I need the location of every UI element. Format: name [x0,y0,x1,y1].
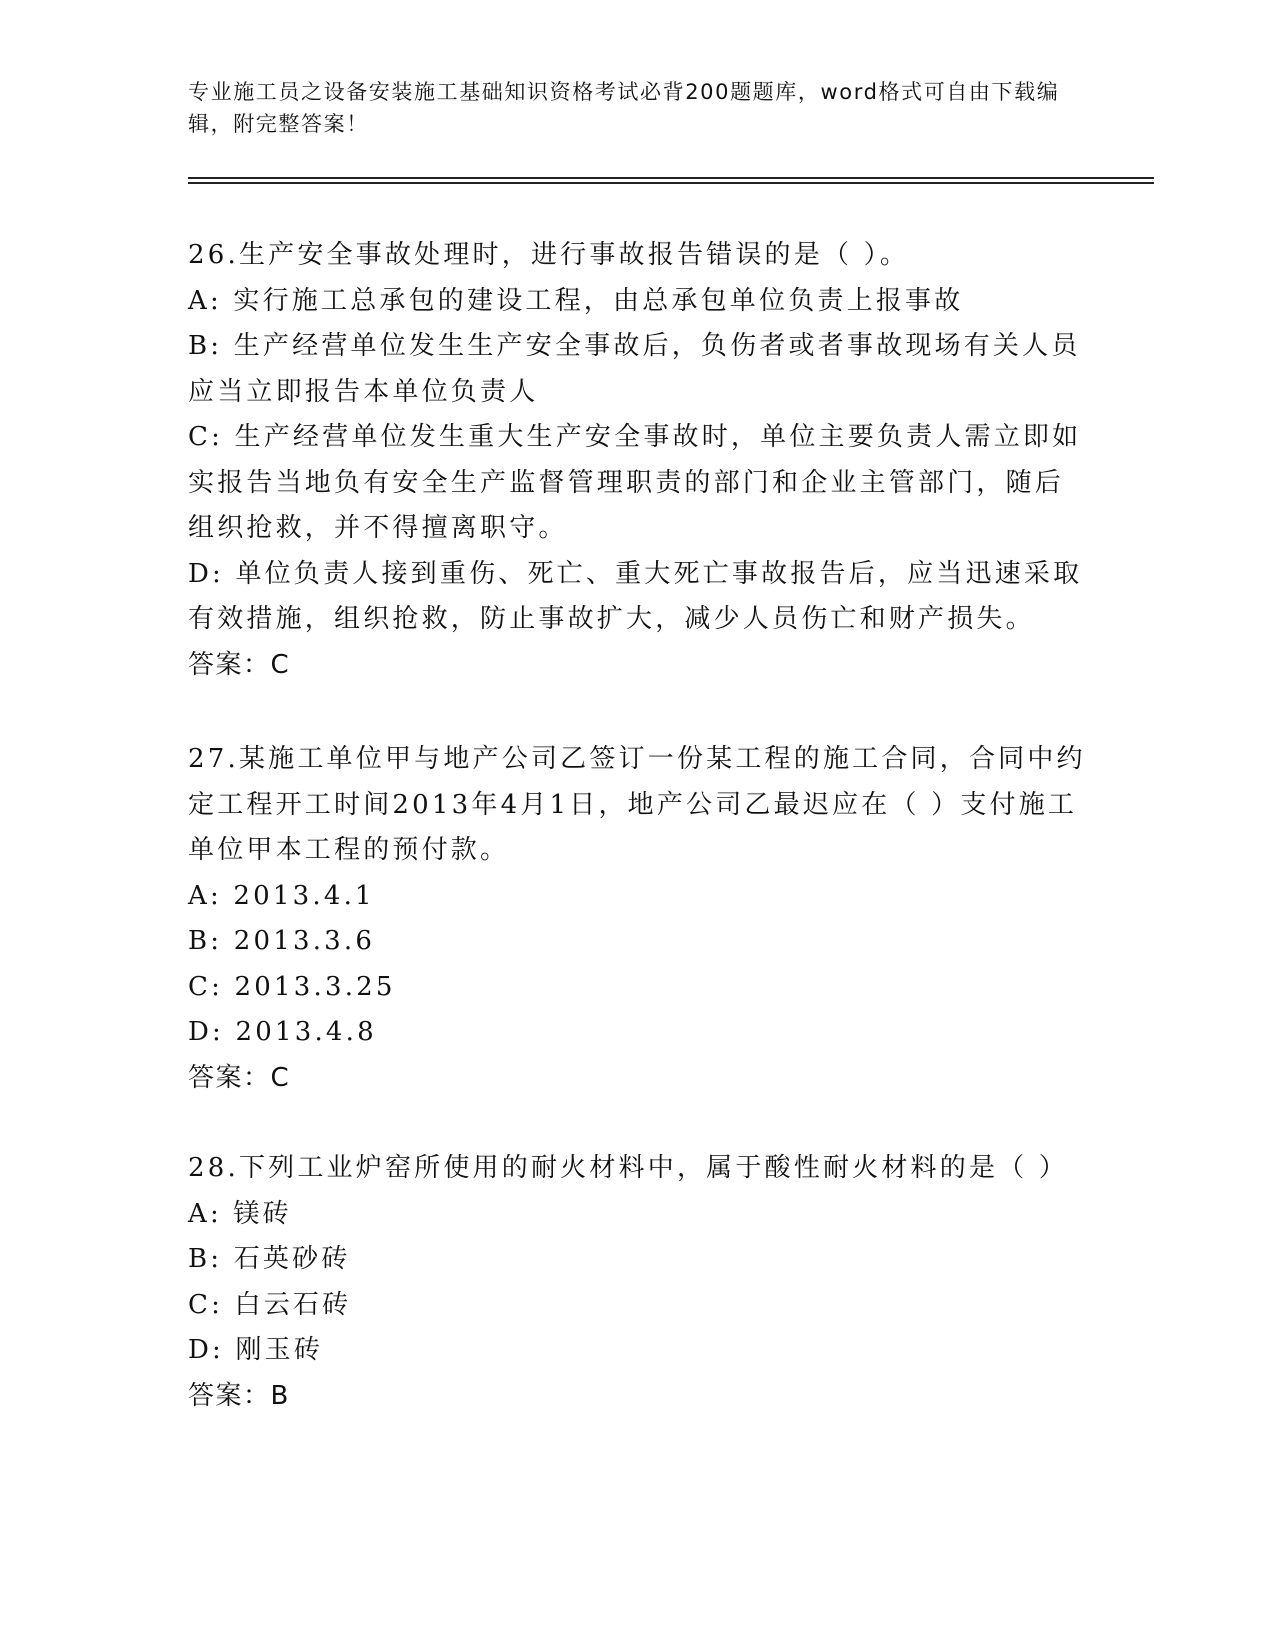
option-c: C: 生产经营单位发生重大生产安全事故时，单位主要负责人需立即如实报告当地负有安全生产监督管理职责的部门和企业主管部门，随后组织抢救，并不得擅离职守。 [188,422,1082,543]
option-d: D: 刚玉砖 [188,1335,324,1365]
option-a: A: 实行施工总承包的建设工程，由总承包单位负责上报事故 [188,285,964,316]
option-b: B: 2013.3.6 [188,926,376,956]
question-27 [188,737,1088,1101]
option-d: D: 2013.4.8 [188,1017,377,1047]
option-b: B: 生产经营单位发生生产安全事故后，负伤者或者事故现场有关人员应当立即报告本单位负责人 [188,331,1081,407]
option-c: C: 白云石砖 [188,1289,352,1320]
answer: 答案：C [188,649,291,680]
option-a: A: 2013.4.1 [188,880,375,911]
header-divider-top [188,177,1154,179]
option-b: B: 石英砂砖 [188,1244,351,1274]
header-divider-bottom [188,182,1154,184]
option-c: C: 2013.3.25 [188,971,396,1002]
option-d: D: 单位负责人接到重伤、死亡、重大死亡事故报告后，应当迅速采取有效措施，组织抢救，防止事故扩大，减少人员伤亡和财产损失。 [188,558,1083,634]
question-title: 26.生产安全事故处理时，进行事故报告错误的是（ ）。 [188,240,910,270]
question-26 [188,233,1088,688]
question-title: 27.某施工单位甲与地产公司乙签订一份某工程的施工合同，合同中约定工程开工时间2013年4月1日，地产公司乙最迟应在（ ）支付施工单位甲本工程的预付款。 [188,744,1086,865]
answer: 答案：B [188,1380,290,1411]
question-28 [188,1146,1088,1419]
document-header: 专业施工员之设备安装施工基础知识资格考试必背200题题库，word格式可自由下载编辑，附完整答案！ [188,80,1060,136]
option-a: A: 镁砖 [188,1198,292,1229]
question-title: 28.下列工业炉窑所使用的耐火材料中，属于酸性耐火材料的是（ ） [188,1153,1069,1183]
answer: 答案：C [188,1062,291,1093]
